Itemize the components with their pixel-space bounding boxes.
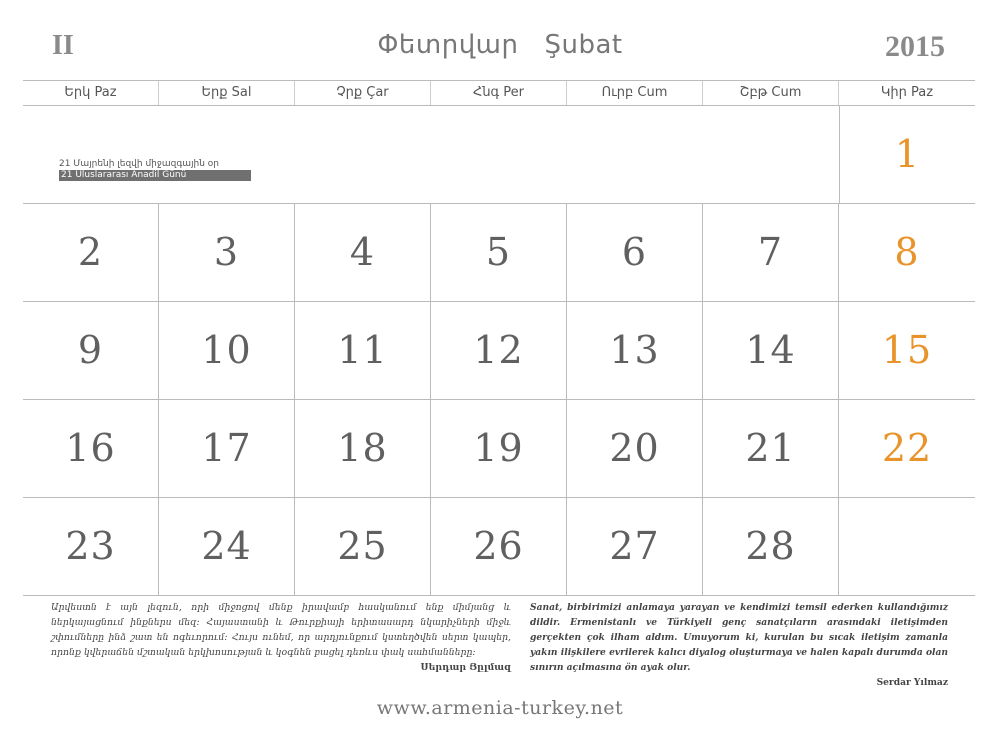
- day-number: 25: [337, 524, 388, 568]
- day-number: 28: [745, 524, 796, 568]
- day-number: 1: [894, 132, 921, 176]
- note-cell: [23, 106, 839, 203]
- observance-turkish: 21 Uluslararası Anadil Günü: [59, 170, 251, 181]
- day-number: 11: [337, 328, 388, 372]
- weekday-saturday: Շբթ Cum: [703, 81, 839, 105]
- month-name-turkish: Şubat: [544, 30, 623, 60]
- day-cell: [839, 106, 975, 203]
- day-number: 4: [349, 230, 376, 274]
- calendar-header: [0, 0, 1000, 80]
- month-roman-numeral: II: [52, 30, 74, 61]
- day-cell: [23, 498, 159, 595]
- calendar-grid: [23, 80, 975, 596]
- day-number: 16: [65, 426, 116, 470]
- week-row-3: [23, 302, 975, 400]
- day-number: 14: [745, 328, 796, 372]
- day-cell: [703, 302, 839, 399]
- weekday-header-row: [23, 80, 975, 106]
- year-label: 2015: [885, 30, 945, 63]
- quote-turkish-author: Serdar Yılmaz: [876, 677, 948, 688]
- day-number: 6: [621, 230, 648, 274]
- day-number: 27: [609, 524, 660, 568]
- month-name-armenian: Փետրվար: [377, 30, 519, 60]
- quote-turkish: [530, 600, 948, 690]
- day-cell: [839, 400, 975, 497]
- day-cell: [295, 400, 431, 497]
- weekday-tuesday: Երք Sal: [159, 81, 295, 105]
- weekday-thursday: Հնգ Per: [431, 81, 567, 105]
- day-number: 5: [485, 230, 512, 274]
- day-number: 19: [473, 426, 524, 470]
- week-row-2: [23, 204, 975, 302]
- week-row-4: [23, 400, 975, 498]
- day-number: 21: [745, 426, 796, 470]
- day-cell: [703, 498, 839, 595]
- quote-armenian: [51, 600, 511, 675]
- day-cell: [431, 498, 567, 595]
- weekday-friday: Ուրբ Cum: [567, 81, 703, 105]
- day-cell: [23, 204, 159, 301]
- day-number: 23: [65, 524, 116, 568]
- quote-armenian-text: Արվեստն է այն լեզուն, որի միջոցով մենք իրավամբ հասկանում ենք միմյանց և ներկայացնում ինքներս մեզ: Հայաստանի և Թուրքիայի երիտասարդ նկարիչների միջև շփումները ինձ շատ են ոգեւորում: Հույս ունեմ, որ արդյունքում կստեղծվեն սերտ կապեր, որոնք կվերաճեն մշտական երկխոսության և կօգնեն բացել դեռևս փակ սահմանները:: [51, 602, 511, 658]
- day-cell: [839, 302, 975, 399]
- day-cell: [839, 498, 975, 595]
- day-cell: [295, 302, 431, 399]
- day-number: 24: [201, 524, 252, 568]
- weekday-wednesday: Չրք Çar: [295, 81, 431, 105]
- week-row-5: [23, 498, 975, 596]
- day-number: 10: [201, 328, 252, 372]
- observance-note: [59, 159, 289, 181]
- day-number: 3: [213, 230, 240, 274]
- day-number: 8: [894, 230, 920, 274]
- day-cell: [159, 498, 295, 595]
- day-cell: [567, 204, 703, 301]
- day-cell: [159, 400, 295, 497]
- day-cell: [567, 498, 703, 595]
- day-number: 2: [77, 230, 104, 274]
- day-number: 26: [473, 524, 524, 568]
- weekday-monday: Երկ Paz: [23, 81, 159, 105]
- day-cell: [159, 204, 295, 301]
- observance-armenian: 21 Մայրենի լեզվի միջազգային օր: [59, 159, 219, 169]
- month-title: [0, 30, 1000, 60]
- day-cell: [703, 400, 839, 497]
- week-row-1: [23, 106, 975, 204]
- day-cell: [567, 302, 703, 399]
- day-cell: [567, 400, 703, 497]
- day-cell: [431, 400, 567, 497]
- day-number: 13: [609, 328, 660, 372]
- day-number: 20: [609, 426, 660, 470]
- day-cell: [295, 204, 431, 301]
- day-cell: [839, 204, 975, 301]
- day-cell: [295, 498, 431, 595]
- day-cell: [23, 302, 159, 399]
- weekday-sunday: Կիր Paz: [880, 85, 934, 100]
- day-number: 15: [881, 328, 933, 372]
- day-number: 22: [881, 426, 933, 470]
- day-cell: [431, 302, 567, 399]
- day-number: 12: [473, 328, 524, 372]
- quote-armenian-author: Սերդար Յըլմազ: [420, 662, 511, 673]
- website-url: www.armenia-turkey.net: [376, 697, 624, 719]
- day-cell: [431, 204, 567, 301]
- day-cell: [703, 204, 839, 301]
- day-number: 17: [201, 426, 252, 470]
- day-cell: [23, 400, 159, 497]
- day-number: 7: [757, 230, 784, 274]
- day-number: 18: [337, 426, 388, 470]
- day-number: 9: [77, 328, 104, 372]
- day-cell: [159, 302, 295, 399]
- quote-turkish-text: Sanat, birbirimizi anlamaya yarayan ve kendimizi temsil ederken kullandığımız dildir. Ermenistanlı ve Türkiyeli genç sanatçıların arasındaki iletişimden gerçekten çok ilham aldım. Umuyorum ki, kurulan bu sıcak iletişim zamanla yakın ilişkilere evrilerek kalıcı diyalog oluşturmaya ve halen kapalı durumda olan sınırın açılmasına ön ayak olur.: [530, 602, 948, 673]
